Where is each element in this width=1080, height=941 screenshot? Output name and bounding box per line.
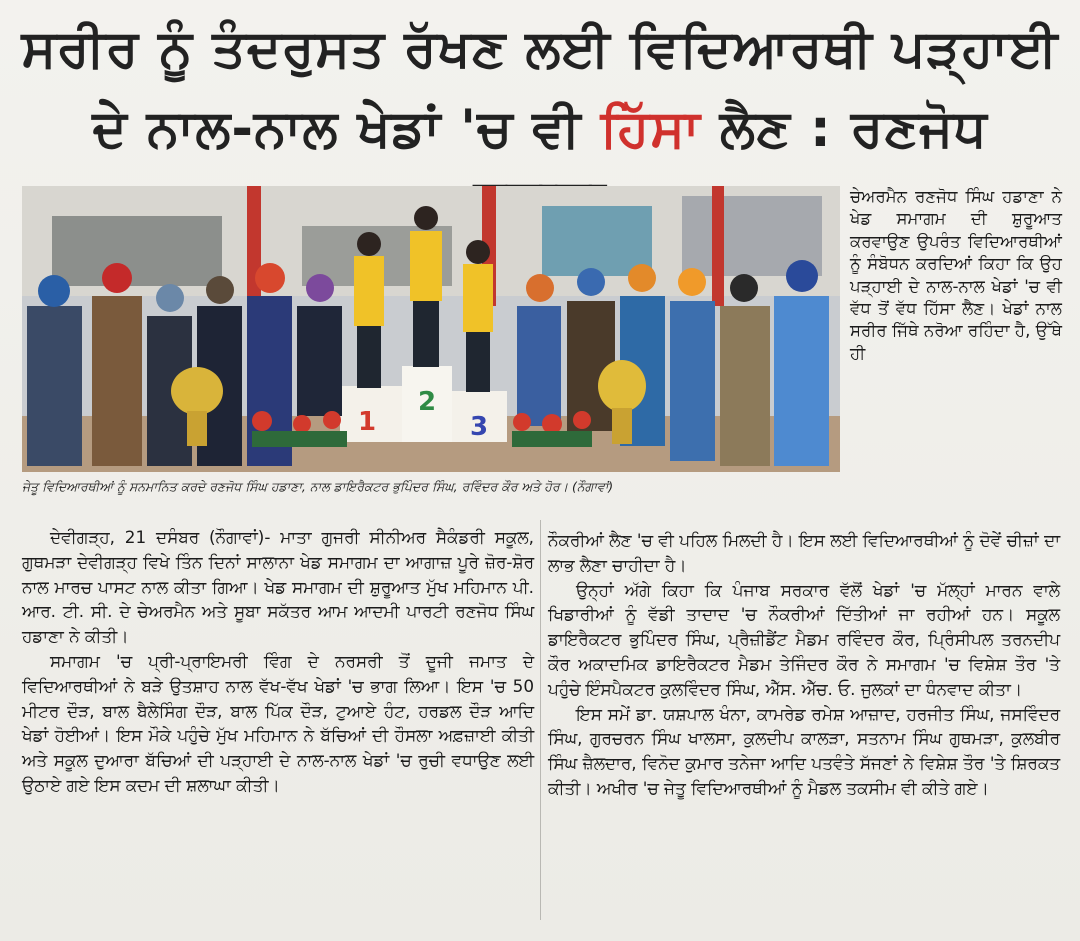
- side-column-text: [850, 186, 1062, 365]
- article-column-right: [548, 528, 1060, 801]
- column-divider: [540, 520, 541, 920]
- article-paragraph-4: ਉਨ੍ਹਾਂ ਅੱਗੇ ਕਿਹਾ ਕਿ ਪੰਜਾਬ ਸਰਕਾਰ ਵੱਲੋਂ ਖੇਡਾਂ 'ਚ ਮੱਲ੍ਹਾਂ ਮਾਰਨ ਵਾਲੇ ਖਿਡਾਰੀਆਂ ਨੂੰ ਵੱਡੀ ਤਾਦਾਦ 'ਚ ਨੌਕਰੀਆਂ ਦਿੱਤੀਆਂ ਜਾ ਰਹੀਆਂ ਹਨ। ਸਕੂਲ ਡਾਇਰੈਕਟਰ ਭੁਪਿੰਦਰ ਸਿੰਘ, ਪ੍ਰੈਜ਼ੀਡੈਂਟ ਮੈਡਮ ਰਵਿੰਦਰ ਕੌਰ, ਪ੍ਰਿੰਸੀਪਲ ਤਰਨਦੀਪ ਕੌਰ ਅਕਾਦਮਿਕ ਡਾਇਰੈਕਟਰ ਮੈਡਮ ਤੇਜਿੰਦਰ ਕੌਰ ਨੇ ਸਮਾਗਮ 'ਚ ਵਿਸ਼ੇਸ਼ ਤੌਰ 'ਤੇ ਪਹੁੰਚੇ ਇੰਸਪੈਕਟਰ ਕੁਲਵਿੰਦਰ ਸਿੰਘ, ਐੱਸ. ਐੱਚ. ਓ. ਜੁਲਕਾਂ ਦਾ ਧੰਨਵਾਦ ਕੀਤਾ।: [548, 579, 1060, 699]
- headline-line-2-start: ਦੇ ਨਾਲ-ਨਾਲ ਖੇਡਾਂ 'ਚ ਵੀ: [92, 99, 601, 159]
- headline-line-2-end: ਲੈਣ : ਰਣਜੋਧ: [719, 99, 988, 159]
- article-paragraph-5: ਇਸ ਸਮੇਂ ਡਾ. ਯਸ਼ਪਾਲ ਖੰਨਾ, ਕਾਮਰੇਡ ਰਮੇਸ਼ ਆਜ਼ਾਦ, ਹਰਜੀਤ ਸਿੰਘ, ਜਸਵਿੰਦਰ ਸਿੰਘ, ਗੁਰਚਰਨ ਸਿੰਘ ਖਾਲਸਾ, ਕੁਲਦੀਪ ਕਾਲੜਾ, ਸਤਨਾਮ ਸਿੰਘ ਗੁਥਮੜਾ, ਕੁਲਬੀਰ ਸਿੰਘ ਜ਼ੈਲਦਾਰ, ਵਿਨੋਦ ਕੁਮਾਰ ਤਨੇਜਾ ਆਦਿ ਪਤਵੰਤੇ ਸੱਜਣਾਂ ਨੇ ਵਿਸ਼ੇਸ਼ ਤੌਰ 'ਤੇ ਸ਼ਿਰਕਤ ਕੀਤੀ। ਅਖੀਰ 'ਚ ਜੇਤੂ ਵਿਦਿਆਰਥੀਆਂ ਨੂੰ ਮੈਡਲ ਤਕਸੀਮ ਵੀ ਕੀਤੇ ਗਏ।: [548, 703, 1060, 798]
- headline-line-1: ਸਰੀਰ ਨੂੰ ਤੰਦਰੁਸਤ ਰੱਖਣ ਲਈ ਵਿਦਿਆਰਥੀ ਪੜ੍ਹਾਈ: [21, 19, 1059, 79]
- podium-label-2: 1: [358, 407, 377, 437]
- news-photo-illustration: [22, 186, 840, 472]
- article-paragraph-2: ਸਮਾਗਮ 'ਚ ਪ੍ਰੀ-ਪ੍ਰਾਇਮਰੀ ਵਿੰਗ ਦੇ ਨਰਸਰੀ ਤੋਂ ਦੂਜੀ ਜਮਾਤ ਦੇ ਵਿਦਿਆਰਥੀਆਂ ਨੇ ਬੜੇ ਉਤਸ਼ਾਹ ਨਾਲ ਵੱਖ-ਵੱਖ ਖੇਡਾਂ 'ਚ ਭਾਗ ਲਿਆ। ਇਸ 'ਚ 50 ਮੀਟਰ ਦੌੜ, ਬਾਲ ਬੈਲੇਸਿੰਗ ਦੌੜ, ਬਾਲ ਪਿੱਕ ਦੌੜ, ਟੁਆਏ ਹੰਟ, ਹਰਡਲ ਦੌੜ ਆਦਿ ਖੇਡਾਂ ਹੋਈਆਂ। ਇਸ ਮੌਕੇ ਪਹੁੰਚੇ ਮੁੱਖ ਮਹਿਮਾਨ ਨੇ ਬੱਚਿਆਂ ਦੀ ਹੌਸਲਾ ਅਫ਼ਜ਼ਾਈ ਕੀਤੀ ਅਤੇ ਸਕੂਲ ਦੁਆਰਾ ਬੱਚਿਆਂ ਦੀ ਪੜ੍ਹਾਈ ਦੇ ਨਾਲ-ਨਾਲ ਖੇਡਾਂ 'ਚ ਰੁਚੀ ਵਧਾਉਣ ਲਈ ਉਠਾਏ ਗਏ ਇਸ ਕਦਮ ਦੀ ਸ਼ਲਾਘਾ ਕੀਤੀ।: [22, 650, 534, 795]
- podium-label-1: 2: [418, 387, 437, 417]
- podium-label-3: 3: [470, 412, 489, 442]
- article-paragraph-3: ਨੌਕਰੀਆਂ ਲੈਣ 'ਚ ਵੀ ਪਹਿਲ ਮਿਲਦੀ ਹੈ। ਇਸ ਲਈ ਵਿਦਿਆਰਥੀਆਂ ਨੂੰ ਦੋਵੇਂ ਚੀਜ਼ਾਂ ਦਾ ਲਾਭ ਲੈਣਾ ਚਾਹੀਦਾ ਹੈ।: [548, 530, 1060, 575]
- article-column-left: [22, 525, 534, 798]
- side-paragraph: ਚੇਅਰਮੈਨ ਰਣਜੋਧ ਸਿੰਘ ਹਡਾਣਾ ਨੇ ਖੇਡ ਸਮਾਗਮ ਦੀ ਸ਼ੁਰੂਆਤ ਕਰਵਾਉਣ ਉਪਰੰਤ ਵਿਦਿਆਰਥੀਆਂ ਨੂੰ ਸੰਬੋਧਨ ਕਰਦਿਆਂ ਕਿਹਾ ਕਿ ਉਹ ਪੜ੍ਹਾਈ ਦੇ ਨਾਲ-ਨਾਲ ਖੇਡਾਂ 'ਚ ਵੀ ਵੱਧ ਤੋਂ ਵੱਧ ਹਿੱਸਾ ਲੈਣ। ਖੇਡਾਂ ਨਾਲ ਸਰੀਰ ਜਿੱਥੇ ਨਰੋਆ ਰਹਿੰਦਾ ਹੈ, ਉੱਥੇ ਹੀ: [850, 187, 1062, 363]
- headline-highlight-word: ਹਿੱਸਾ: [600, 99, 701, 159]
- article-paragraph-1: ਦੇਵੀਗੜ੍ਹ, 21 ਦਸੰਬਰ (ਨੌਗਾਵਾਂ)- ਮਾਤਾ ਗੁਜਰੀ ਸੀਨੀਅਰ ਸੈਕੰਡਰੀ ਸਕੂਲ, ਗੁਥਮੜਾ ਦੇਵੀਗੜ੍ਹ ਵਿਖੇ ਤਿੰਨ ਦਿਨਾਂ ਸਾਲਾਨਾ ਖੇਡ ਸਮਾਗਮ ਦਾ ਆਗਾਜ਼ ਪੂਰੇ ਜ਼ੋਰ-ਸ਼ੋਰ ਨਾਲ ਮਾਰਚ ਪਾਸਟ ਨਾਲ ਕੀਤਾ ਗਿਆ। ਖੇਡ ਸਮਾਗਮ ਦੀ ਸ਼ੁਰੂਆਤ ਮੁੱਖ ਮਹਿਮਾਨ ਪੀ. ਆਰ. ਟੀ. ਸੀ. ਦੇ ਚੇਅਰਮੈਨ ਅਤੇ ਸੂਬਾ ਸਕੱਤਰ ਆਮ ਆਦਮੀ ਪਾਰਟੀ ਰਣਜੋਧ ਸਿੰਘ ਹਡਾਣਾ ਨੇ ਕੀਤੀ।: [22, 527, 534, 647]
- news-photo: [22, 186, 840, 472]
- photo-caption: ਜੇਤੂ ਵਿਦਿਆਰਥੀਆਂ ਨੂੰ ਸਨਮਾਨਿਤ ਕਰਦੇ ਰਣਜੋਧ ਸਿੰਘ ਹਡਾਣਾ, ਨਾਲ ਡਾਇਰੈਕਟਰ ਭੁਪਿੰਦਰ ਸਿੰਘ, ਰਵਿੰਦਰ ਕੌਰ ਅਤੇ ਹੋਰ। (ਨੌਗਾਵਾਂ): [22, 479, 614, 494]
